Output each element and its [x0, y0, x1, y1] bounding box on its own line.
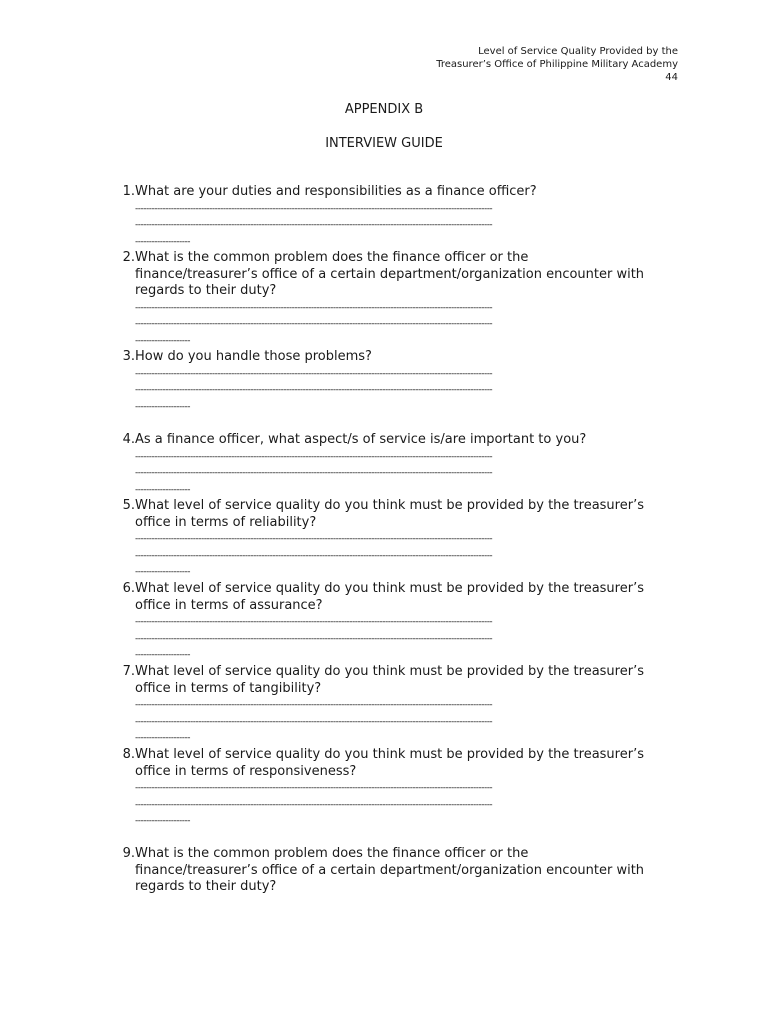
- question-text: What level of service quality do you think must be provided by the treasurer’s office in terms of responsiveness?: [135, 747, 644, 779]
- answer-line: ----------------------------------------------------------------------------------------------------------------------------------: [135, 799, 493, 810]
- question-number: 3.: [122, 349, 135, 364]
- question-number: 1.: [122, 184, 135, 199]
- question-text: What level of service quality do you think must be provided by the treasurer’s office in terms of assurance?: [135, 581, 644, 613]
- question-item: [113, 432, 693, 498]
- question-number: 4.: [122, 432, 135, 447]
- question-number: 6.: [122, 581, 135, 596]
- answer-line: ----------------------------------------------------------------------------------------------------------------------------------: [135, 302, 493, 313]
- answer-line: ----------------------------------------------------------------------------------------------------------------------------------: [135, 700, 493, 710]
- question-item: [113, 846, 693, 896]
- question-item: [113, 664, 693, 747]
- question-item: [113, 581, 693, 664]
- running-header: [436, 45, 678, 84]
- answer-line: ----------------------------------------------------------------------------------------------------------------------------------: [135, 550, 493, 561]
- question-text: As a finance officer, what aspect/s of service is/are important to you?: [135, 432, 587, 447]
- answer-line: ----------------------------------------------------------------------------------------------------------------------------------: [135, 385, 493, 395]
- answer-line: ----------------------------------------------------------------------------------------------------------------------------------: [135, 468, 493, 478]
- answer-line: ----------------------------------------------------------------------------------------------------------------------------------: [135, 220, 493, 230]
- question-text: What is the common problem does the finance officer or the finance/treasurer’s office of a certain department/organization encounter with regards to their duty?: [135, 250, 645, 298]
- answer-line: --------------------: [135, 236, 190, 247]
- question-text: What are your duties and responsibilities as a finance officer?: [135, 184, 537, 199]
- interview-guide-title: INTERVIEW GUIDE: [325, 136, 443, 151]
- question-text: What level of service quality do you think must be provided by the treasurer’s office in terms of reliability?: [135, 498, 644, 530]
- answer-line: ----------------------------------------------------------------------------------------------------------------------------------: [135, 203, 493, 214]
- answer-line: ----------------------------------------------------------------------------------------------------------------------------------: [135, 716, 493, 727]
- header-title-line-2: Treasurer’s Office of Philippine Military Academy: [436, 59, 678, 70]
- answer-line: --------------------: [135, 484, 190, 495]
- question-text: What level of service quality do you think must be provided by the treasurer’s office in terms of tangibility?: [135, 664, 644, 696]
- question-text: What is the common problem does the finance officer or the finance/treasurer’s office of a certain department/organization encounter with regards to their duty?: [135, 846, 645, 894]
- answer-line: ----------------------------------------------------------------------------------------------------------------------------------: [135, 368, 493, 379]
- question-number: 8.: [122, 747, 135, 762]
- appendix-title: APPENDIX B: [344, 102, 424, 117]
- question-text: How do you handle those problems?: [135, 349, 372, 364]
- answer-line: ----------------------------------------------------------------------------------------------------------------------------------: [135, 783, 493, 793]
- question-item: [113, 747, 693, 830]
- question-number: 2.: [122, 250, 135, 265]
- question-item: [113, 498, 693, 581]
- question-number: 5.: [122, 498, 135, 513]
- answer-line: ----------------------------------------------------------------------------------------------------------------------------------: [135, 617, 493, 627]
- question-item: [113, 349, 693, 415]
- answer-line: ----------------------------------------------------------------------------------------------------------------------------------: [135, 534, 493, 544]
- answer-line: ----------------------------------------------------------------------------------------------------------------------------------: [135, 319, 493, 329]
- question-item: [113, 184, 693, 250]
- answer-line: --------------------: [135, 733, 190, 743]
- page-number: 44: [665, 72, 678, 83]
- answer-line: --------------------: [135, 650, 190, 660]
- answer-line: --------------------: [135, 567, 190, 577]
- answer-line: ----------------------------------------------------------------------------------------------------------------------------------: [135, 633, 493, 644]
- answer-line: --------------------: [135, 816, 190, 826]
- answer-line: --------------------: [135, 335, 190, 346]
- header-title-line-1: Level of Service Quality Provided by the: [478, 46, 678, 57]
- question-number: 7.: [122, 664, 135, 679]
- question-item: [113, 250, 693, 349]
- answer-line: ----------------------------------------------------------------------------------------------------------------------------------: [135, 451, 493, 462]
- answer-line: --------------------: [135, 401, 190, 412]
- question-number: 9.: [122, 846, 135, 861]
